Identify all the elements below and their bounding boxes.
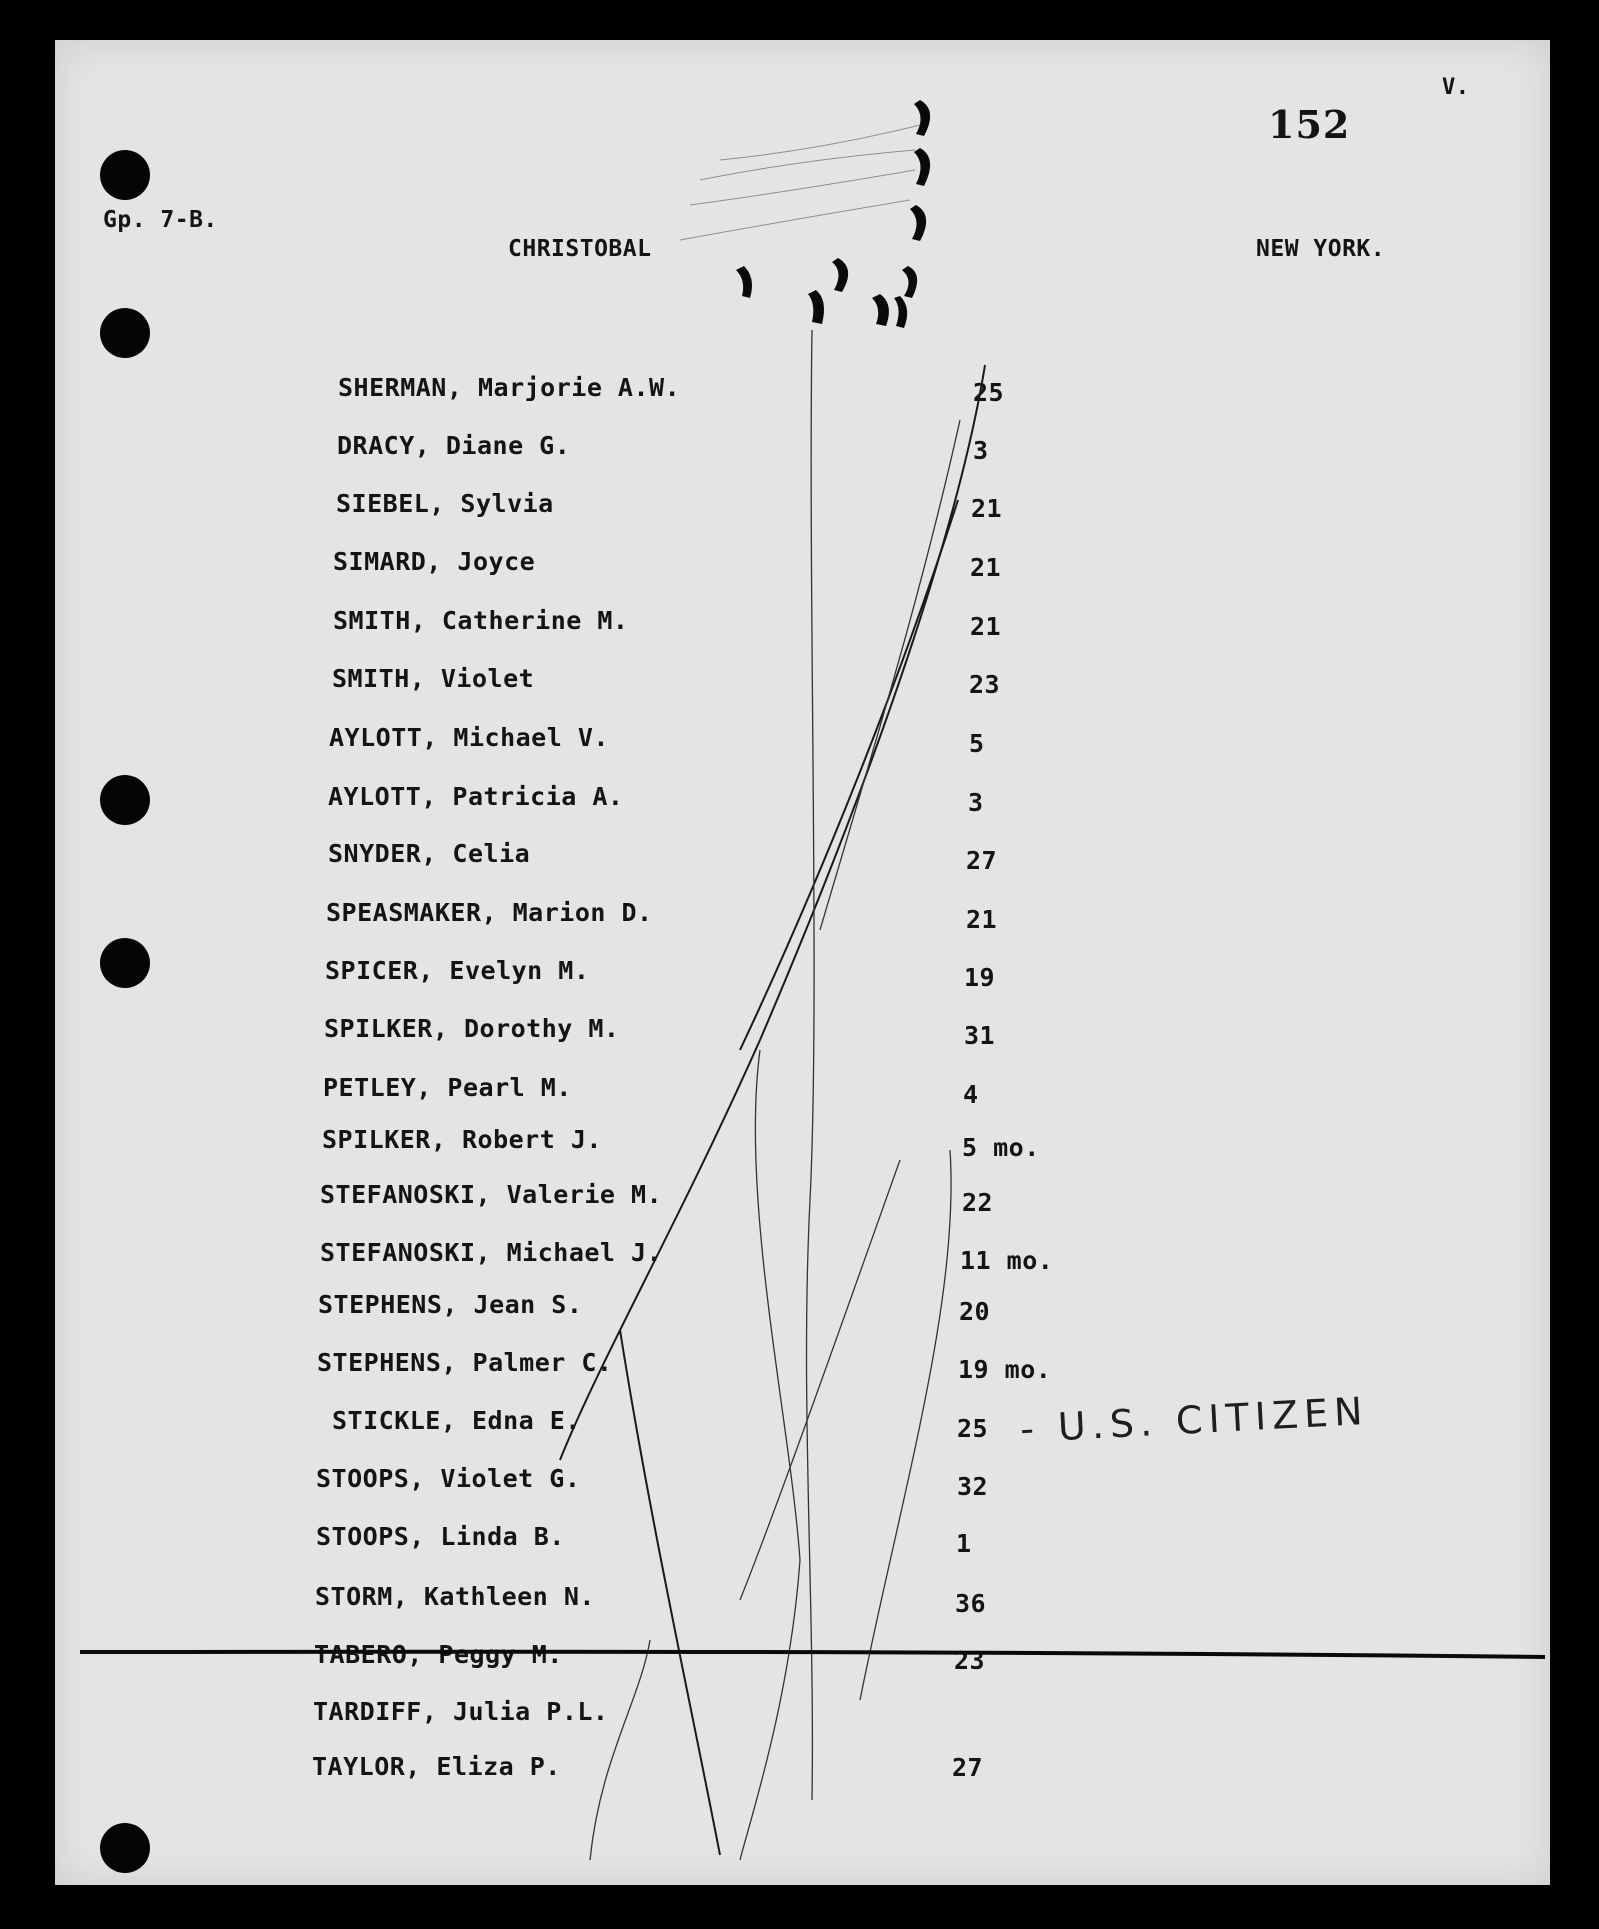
passenger-name: STORM, Kathleen N. <box>315 1582 595 1611</box>
binder-hole <box>100 150 150 200</box>
passenger-name: SPILKER, Robert J. <box>322 1125 602 1154</box>
group-label: Gp. 7-B. <box>103 207 218 233</box>
passenger-age: 21 <box>966 905 998 934</box>
passenger-name: STICKLE, Edna E. <box>332 1406 581 1435</box>
handwritten-annotation: - U.S. CITIZEN <box>1019 1388 1370 1452</box>
departure-port: CHRISTOBAL <box>508 236 652 262</box>
passenger-age: 32 <box>957 1472 989 1501</box>
binder-hole <box>100 775 150 825</box>
passenger-age: 20 <box>959 1297 991 1326</box>
passenger-name: SIEBEL, Sylvia <box>336 489 554 518</box>
passenger-name: AYLOTT, Patricia A. <box>328 782 624 811</box>
passenger-age: 1 <box>956 1529 972 1558</box>
passenger-age: 21 <box>970 612 1002 641</box>
passenger-age: 19 mo. <box>958 1355 1052 1384</box>
passenger-age: 36 <box>955 1589 987 1618</box>
passenger-name: STEPHENS, Palmer C. <box>317 1348 613 1377</box>
passenger-name: AYLOTT, Michael V. <box>329 723 609 752</box>
passenger-age: 5 <box>969 729 985 758</box>
passenger-age: 21 <box>971 494 1003 523</box>
passenger-age: 3 <box>968 788 984 817</box>
passenger-name: TARDIFF, Julia P.L. <box>313 1697 609 1726</box>
passenger-name-struck: TABERO, Peggy M. <box>314 1640 563 1669</box>
passenger-name: DRACY, Diane G. <box>337 431 571 460</box>
passenger-age: 3 <box>973 436 989 465</box>
binder-hole <box>100 308 150 358</box>
passenger-age: 27 <box>952 1753 984 1782</box>
passenger-name: STOOPS, Violet G. <box>316 1464 581 1493</box>
passenger-age: 23 <box>969 670 1001 699</box>
corner-mark: V. <box>1442 75 1470 100</box>
passenger-name: SPICER, Evelyn M. <box>325 956 590 985</box>
passenger-name: SIMARD, Joyce <box>333 547 536 576</box>
passenger-name: SMITH, Catherine M. <box>333 606 629 635</box>
passenger-name: PETLEY, Pearl M. <box>323 1073 572 1102</box>
passenger-age: 19 <box>964 963 996 992</box>
passenger-name: STEFANOSKI, Michael J. <box>320 1238 663 1267</box>
passenger-age: 5 mo. <box>962 1133 1040 1162</box>
passenger-name: SMITH, Violet <box>332 664 535 693</box>
passenger-age: 11 mo. <box>960 1246 1054 1275</box>
passenger-name: STEFANOSKI, Valerie M. <box>320 1180 663 1209</box>
passenger-name: SHERMAN, Marjorie A.W. <box>338 373 681 402</box>
destination-port: NEW YORK. <box>1256 236 1386 262</box>
binder-hole <box>100 1823 150 1873</box>
passenger-age-struck: 23 <box>954 1646 986 1675</box>
passenger-name: SPILKER, Dorothy M. <box>324 1014 620 1043</box>
passenger-name: STEPHENS, Jean S. <box>318 1290 583 1319</box>
passenger-age: 31 <box>964 1021 996 1050</box>
document-page <box>55 40 1550 1885</box>
passenger-age: 4 <box>963 1080 979 1109</box>
passenger-age: 27 <box>966 846 998 875</box>
page-number: 152 <box>1268 102 1351 147</box>
passenger-name: SPEASMAKER, Marion D. <box>326 898 653 927</box>
binder-hole <box>100 938 150 988</box>
passenger-age: 25 <box>957 1414 989 1443</box>
passenger-age: 21 <box>970 553 1002 582</box>
passenger-age: 25 <box>973 378 1005 407</box>
passenger-age: 22 <box>962 1188 994 1217</box>
passenger-name: TAYLOR, Eliza P. <box>312 1752 561 1781</box>
passenger-name: SNYDER, Celia <box>328 839 531 868</box>
passenger-name: STOOPS, Linda B. <box>316 1522 565 1551</box>
